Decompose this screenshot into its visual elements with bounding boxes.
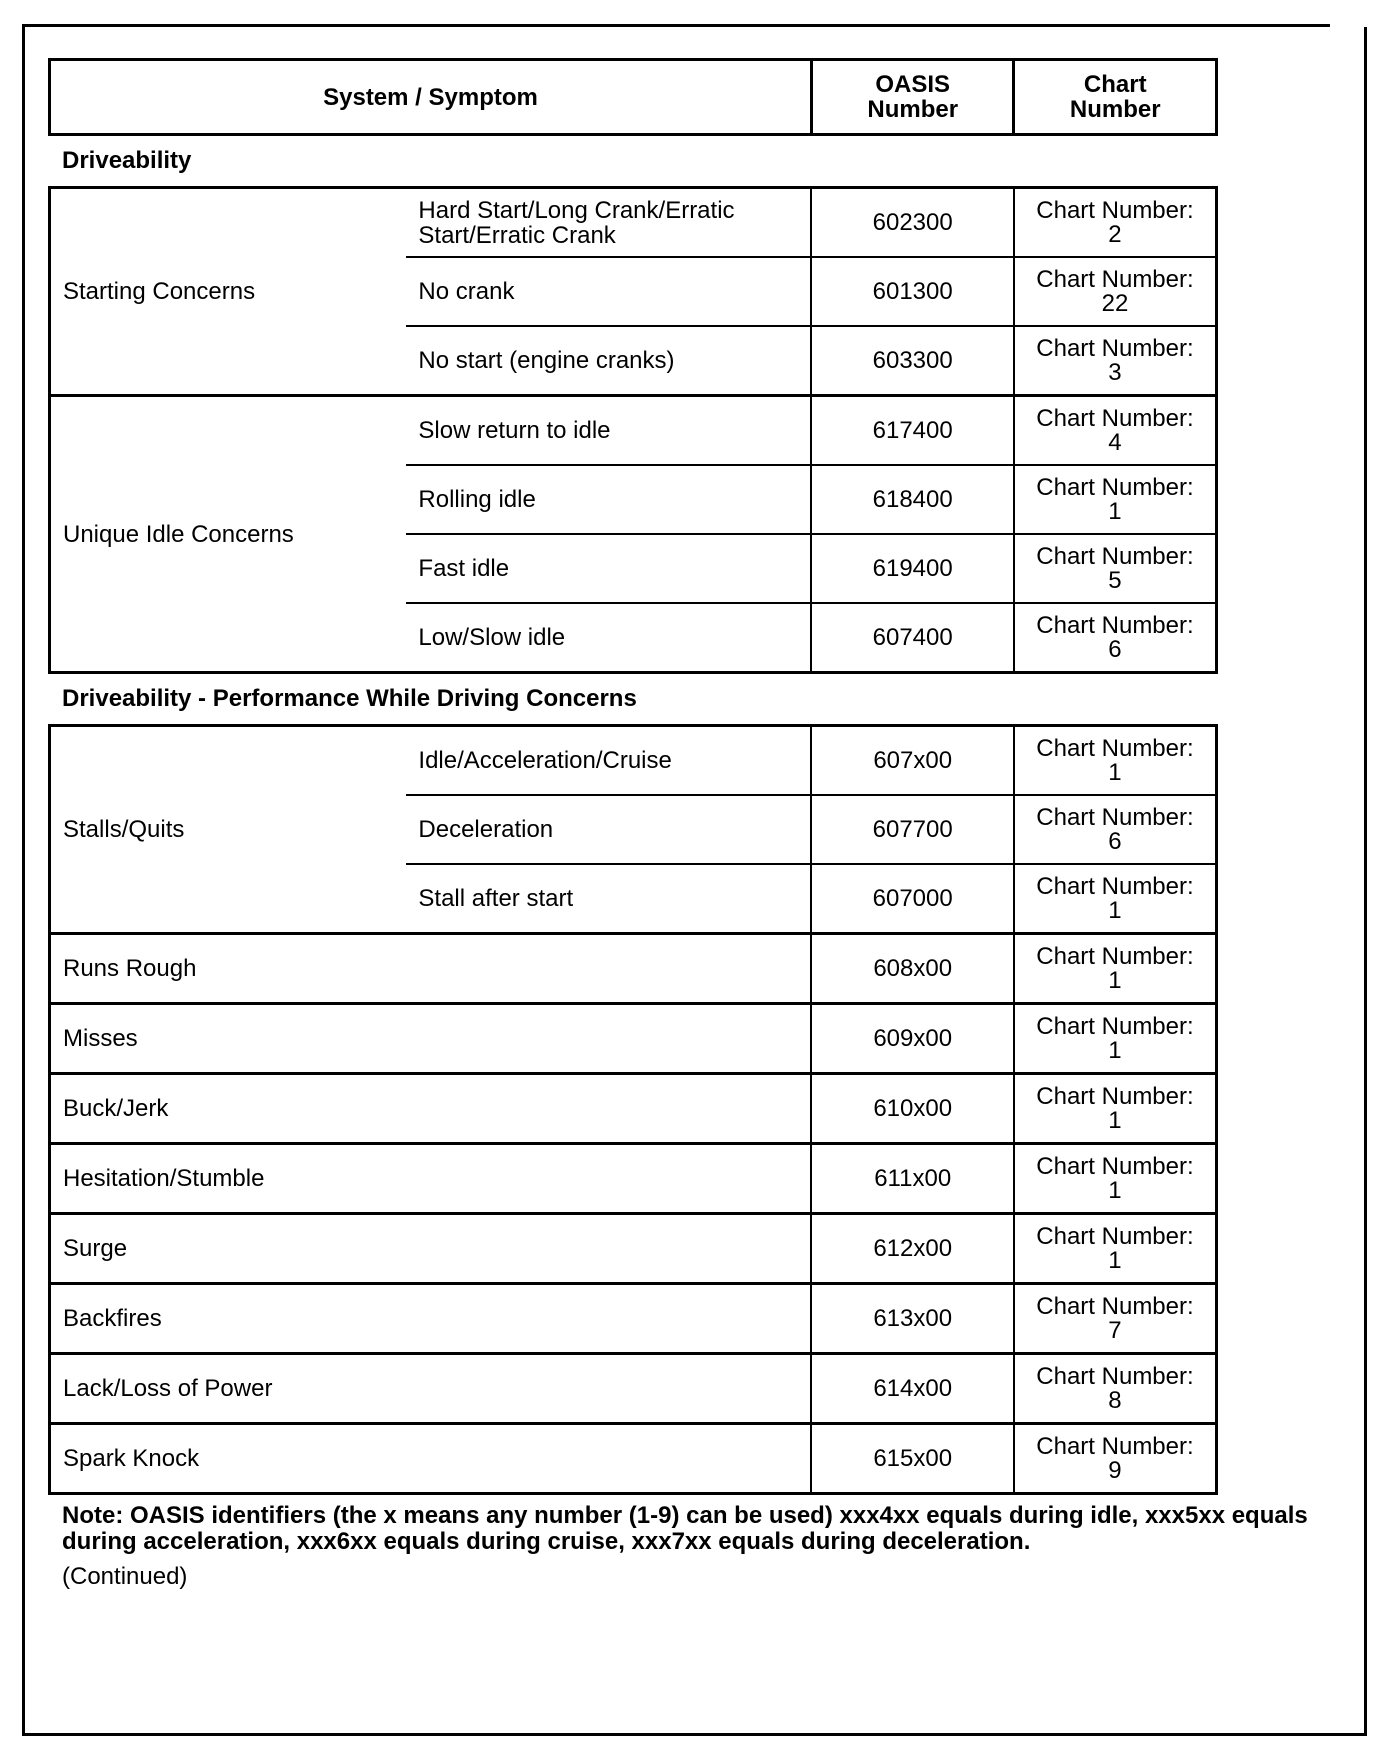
chart-number-cell: Chart Number: 1: [1014, 1004, 1217, 1074]
symptom-cell: Idle/Acceleration/Cruise: [406, 726, 811, 796]
oasis-number-cell: 609x00: [811, 1004, 1014, 1074]
chart-number-cell: Chart Number: 2: [1014, 188, 1217, 258]
symptom-cell: No start (engine cranks): [406, 326, 811, 396]
oasis-number-cell: 613x00: [811, 1284, 1014, 1354]
oasis-number-cell: 615x00: [811, 1424, 1014, 1494]
chart-number-cell: Chart Number: 1: [1014, 1214, 1217, 1284]
system-cell: Backfires: [50, 1284, 812, 1354]
header-oasis-number: OASIS Number: [811, 60, 1014, 135]
oasis-number-cell: 608x00: [811, 934, 1014, 1004]
symptom-cell: Deceleration: [406, 795, 811, 864]
system-cell: Buck/Jerk: [50, 1074, 812, 1144]
oasis-note: Note: OASIS identifiers (the x means any number (1-9) can be used) xxx4xx equals during idle, xxx5xx equals during acceleration, xxx6xx equals during cruise, xxx7xx equals during deceleration.: [62, 1502, 1308, 1555]
table-row: [50, 1284, 1217, 1354]
page-frame-right: [1364, 24, 1367, 1736]
chart-number-cell: Chart Number: 1: [1014, 1074, 1217, 1144]
oasis-number-cell: 603300: [811, 326, 1014, 396]
table-row: [50, 1074, 1217, 1144]
table-row: [50, 1214, 1217, 1284]
symptom-cell: Fast idle: [406, 534, 811, 603]
table-row: [50, 1354, 1217, 1424]
symptom-cell: Hard Start/Long Crank/Erratic Start/Erratic Crank: [406, 188, 811, 258]
oasis-number-cell: 607700: [811, 795, 1014, 864]
system-cell: Misses: [50, 1004, 812, 1074]
system-cell: Unique Idle Concerns: [50, 396, 407, 673]
symptom-cell: No crank: [406, 257, 811, 326]
system-cell: Surge: [50, 1214, 812, 1284]
system-cell: Starting Concerns: [50, 188, 407, 396]
oasis-number-cell: 618400: [811, 465, 1014, 534]
oasis-number-cell: 617400: [811, 396, 1014, 466]
system-cell: Spark Knock: [50, 1424, 812, 1494]
table-row: [50, 1144, 1217, 1214]
oasis-number-cell: 610x00: [811, 1074, 1014, 1144]
system-cell: Lack/Loss of Power: [50, 1354, 812, 1424]
chart-number-cell: Chart Number: 1: [1014, 934, 1217, 1004]
oasis-number-cell: 607x00: [811, 726, 1014, 796]
oasis-number-cell: 612x00: [811, 1214, 1014, 1284]
chart-number-cell: Chart Number: 22: [1014, 257, 1217, 326]
chart-number-cell: Chart Number: 6: [1014, 603, 1217, 673]
system-cell: Hesitation/Stumble: [50, 1144, 812, 1214]
symptom-cell: Slow return to idle: [406, 396, 811, 466]
table-row: [50, 1004, 1217, 1074]
sections-container: [48, 136, 1218, 1495]
chart-number-cell: Chart Number: 7: [1014, 1284, 1217, 1354]
table-row: [50, 188, 1217, 258]
chart-number-cell: Chart Number: 3: [1014, 326, 1217, 396]
continued-label: (Continued): [62, 1563, 188, 1590]
table-row: [50, 1424, 1217, 1494]
table-row: [50, 396, 1217, 466]
chart-number-cell: Chart Number: 5: [1014, 534, 1217, 603]
chart-number-cell: Chart Number: 9: [1014, 1424, 1217, 1494]
chart-number-cell: Chart Number: 6: [1014, 795, 1217, 864]
section-table: [48, 186, 1218, 674]
chart-number-cell: Chart Number: 1: [1014, 1144, 1217, 1214]
oasis-number-cell: 619400: [811, 534, 1014, 603]
header-table: [48, 58, 1218, 136]
chart-number-cell: Chart Number: 1: [1014, 726, 1217, 796]
chart-number-cell: Chart Number: 4: [1014, 396, 1217, 466]
oasis-number-cell: 602300: [811, 188, 1014, 258]
symptom-cell: Rolling idle: [406, 465, 811, 534]
oasis-number-cell: 611x00: [811, 1144, 1014, 1214]
symptom-cell: Low/Slow idle: [406, 603, 811, 673]
page-frame-gap: [1330, 24, 1367, 27]
table-row: [50, 934, 1217, 1004]
system-cell: Runs Rough: [50, 934, 812, 1004]
oasis-number-cell: 601300: [811, 257, 1014, 326]
section-table: [48, 724, 1218, 1495]
system-cell: Stalls/Quits: [50, 726, 407, 934]
section-title: Driveability - Performance While Driving Concerns: [62, 685, 637, 712]
table-row: [50, 726, 1217, 796]
oasis-number-cell: 607400: [811, 603, 1014, 673]
header-system-symptom: System / Symptom: [50, 60, 812, 135]
document-content: [48, 58, 1308, 1591]
chart-number-cell: Chart Number: 8: [1014, 1354, 1217, 1424]
section-title: Driveability: [62, 147, 192, 174]
chart-number-cell: Chart Number: 1: [1014, 864, 1217, 934]
oasis-number-cell: 607000: [811, 864, 1014, 934]
chart-number-cell: Chart Number: 1: [1014, 465, 1217, 534]
oasis-number-cell: 614x00: [811, 1354, 1014, 1424]
header-chart-number: Chart Number: [1014, 60, 1217, 135]
symptom-cell: Stall after start: [406, 864, 811, 934]
